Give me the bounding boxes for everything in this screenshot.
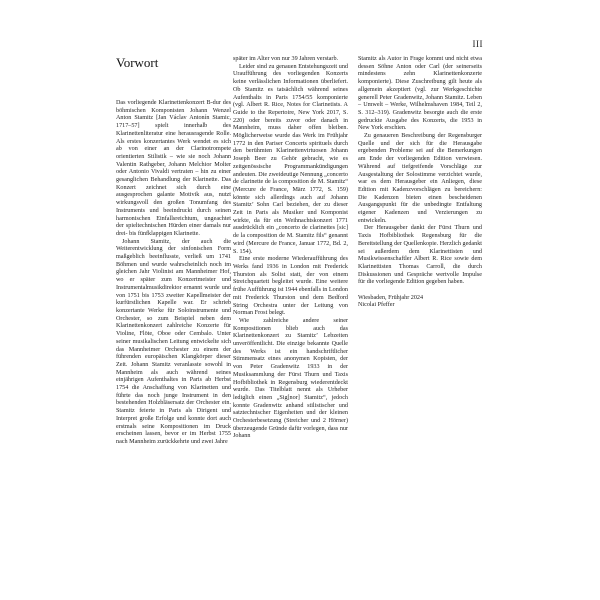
text-column-1 xyxy=(116,100,231,447)
signature-author: Nicolai Pfeffer xyxy=(358,302,395,309)
paragraph: Stamitz als Autor in Frage kommt und nicht etwa dessen Söhne Anton oder Carl (der seinerseits mindestens zehn Klarinettenkonzerte komponierte). Diese Zuschreibung gilt heute als allgemein akzeptiert (vgl. zur Werkgeschichte generell Peter Gradenwitz, Johann Stamitz. Leben – Umwelt – Werke, Wilhelmshaven 1984, Teil 2, S. 312–319). Gradenwitz besorgte auch die erste gedruckte Ausgabe des Konzerts, die 1953 in New York erschien. xyxy=(358,56,482,132)
page-title: Vorwort xyxy=(116,55,159,70)
page-number: III xyxy=(472,39,483,49)
text-column-3 xyxy=(358,56,482,310)
paragraph: Leider sind zu genauen Entstehungszeit und Uraufführung des vorliegenden Konzerts keine verlässlichen Informationen überliefert. Ob Stamitz es tatsächlich während seines Aufenthalts in Paris 1754/55 komponierte (vgl. Albert R. Rice, Notes for Clarinetists. A Guide to the Repertoire, New York 2017, S. 220) oder bereits zuvor oder danach in Mannheim, muss daher offen bleiben. Möglicherweise wurde das Werk im Frühjahr 1772 in den Pariser Concerts spirituels durch den berühmten Klarinettenvirtuosen Johann Joseph Beer zu Gehör gebracht, wie es zeitgenössische Programmankündigungen andeuten. Die zweideutige Nennung „concerto de clarinette de la composition de M. Stamitz“ (Mercure de France, März 1772, S. 159) könnte sich allerdings auch auf Johann Stamitz’ Sohn Carl beziehen, der zu dieser Zeit in Paris als Musiker und Komponist wirkte, da für ein Weihnachtskonzert 1771 ausdrücklich ein „concerto de clarinettes [sic] de la composition de M. Stamitz fils“ genannt wird (Mercure de France, Januar 1772, Bd. 2, S. 154). xyxy=(233,63,348,255)
paragraph: Zu genaueren Beschreibung der Regensburger Quelle und der sich für die Herausgabe ergebenden Probleme sei auf die Bemerkungen am Ende der vorliegenden Edition verwiesen. Während auf tiefgreifende Vorschläge zur Ausgestaltung der Solostimme verzichtet wurde, war es dem Herausgeber ein Anliegen, diese Edition mit Kadenzvorschlägen zu bereichern: Die Kadenzen bieten einen bescheidenen Ausgangspunkt für die unbedingte Entfaltung eigener Kadenzen und Verzierungen zu entwickeln. xyxy=(358,133,482,224)
paragraph: später im Alter von nur 39 Jahren verstarb. xyxy=(233,56,339,62)
paragraph: Der Herausgeber dankt der Fürst Thurn und Taxis Hofbibliothek Regensburg für die Bereitstellung der Quellenkopie. Herzlich gedankt sei außerdem dem Klarinettisten und Musikwissenschaftler Albert R. Rice sowie dem Klarinettisten Thomas Carroll, die durch Diskussionen und Gespräche wertvolle Impulse für die vorliegende Edition gegeben haben. xyxy=(358,225,482,286)
paragraph: Das vorliegende Klarinettenkonzert B-dur des böhmischen Komponisten Johann Wenzel Anton Stamitz [Jan Václav Antonín Stamic, 1717–57] spielt innerhalb des Klarinettenliteratur eine herausragende Rolle. Als erstes konzertantes Werk wendet es sich ab von einer an der Clarinotrompete orientierten Stilistik – wie sie noch Johann Valentin Rathgeber, Johann Melchior Molter oder Antonio Vivaldi vertraten – hin zu einer gesanglichen Behandlung der Klarinette. Das Konzert zeichnet sich durch eine ausgesprochen galante Motivik aus, nutzt wirkungsvoll den großen Tonumfang des Instruments und beeindruckt durch seinen harmonischen Einfallsreichtum, ungeachtet der spieltechnischen Hürden einer damals nur drei- bis fünfklappigen Klarinette. xyxy=(116,100,231,237)
paragraph: Eine erste moderne Wiederaufführung des Werks fand 1936 in London mit Frederick Thurston als Solist statt, der von einem Streichquartett begleitet wurde. Eine weitere frühe Aufführung ist 1944 ebenfalls in London mit Frederick Thurston und dem Bedford String Orchestra unter der Leitung von Norman Frost belegt. xyxy=(233,256,348,317)
paragraph: Wie zahlreiche andere seiner Kompositionen blieb auch das Klarinettenkonzert zu Stamitz’ Lebzeiten unveröffentlicht. Die einzige bekannte Quelle des Werks ist ein handschriftlicher Stimmensatz eines anonymen Kopisten, der von Peter Gradenwitz 1933 in der Musiksammlung der Fürst Thurn und Taxis Hofbibliothek in Regensburg wiederentdeckt wurde. Das Titelblatt nennt als Urheber lediglich einen „Sig[nor] Stamitz“, jedoch konnte Gradenwitz anhand stilistischer und satztechnischer Eigenheiten und der kleinen Orchesterbesetzung (Streicher und 2 Hörner) überzeugende Gründe dafür vorlegen, dass nur Johann xyxy=(233,317,348,440)
paragraph: Johann Stamitz, der auch die Weiterentwicklung der sinfonischen Form maßgeblich beeinflusste, verließ um 1741 Böhmen und wurde wahrscheinlich noch im gleichen Jahr Violinist am Mannheimer Hof, wo er später zum Konzertmeister und Instrumentalmusikdirektor ernannt wurde und von 1751 bis 1753 zweiter Kapellmeister der kurfürstlichen Kapelle war. Er schrieb konzertante Werke für Soloinstrumente und Orchester, so zum Beispiel neben dem Klarinettenkonzert zahlreiche Konzerte für Violine, Flöte, Oboe oder Cembalo. Unter seiner musikalischen Leitung entwickelte sich das Mannheimer Orchester zu einem der führenden europäischen Klangkörper dieser Zeit. Johann Stamitz veranlasste sowohl in Mannheim als auch während seines einjährigen Aufenthaltes in Paris ab Herbst 1754 die Anschaffung von Klarinetten und führte das noch junge Instrument in den bestehenden Holzbläsersatz der Orchester ein. Stamitz feierte in Paris als Dirigent und Interpret große Erfolge und konnte dort auch erstmals seine Kompositionen im Druck erscheinen lassen, bevor er im Herbst 1755 nach Mannheim zurückkehrte und zwei Jahre xyxy=(116,238,231,445)
signature-place-date: Wiesbaden, Frühjahr 2024 xyxy=(358,294,424,301)
text-column-2 xyxy=(233,56,348,441)
